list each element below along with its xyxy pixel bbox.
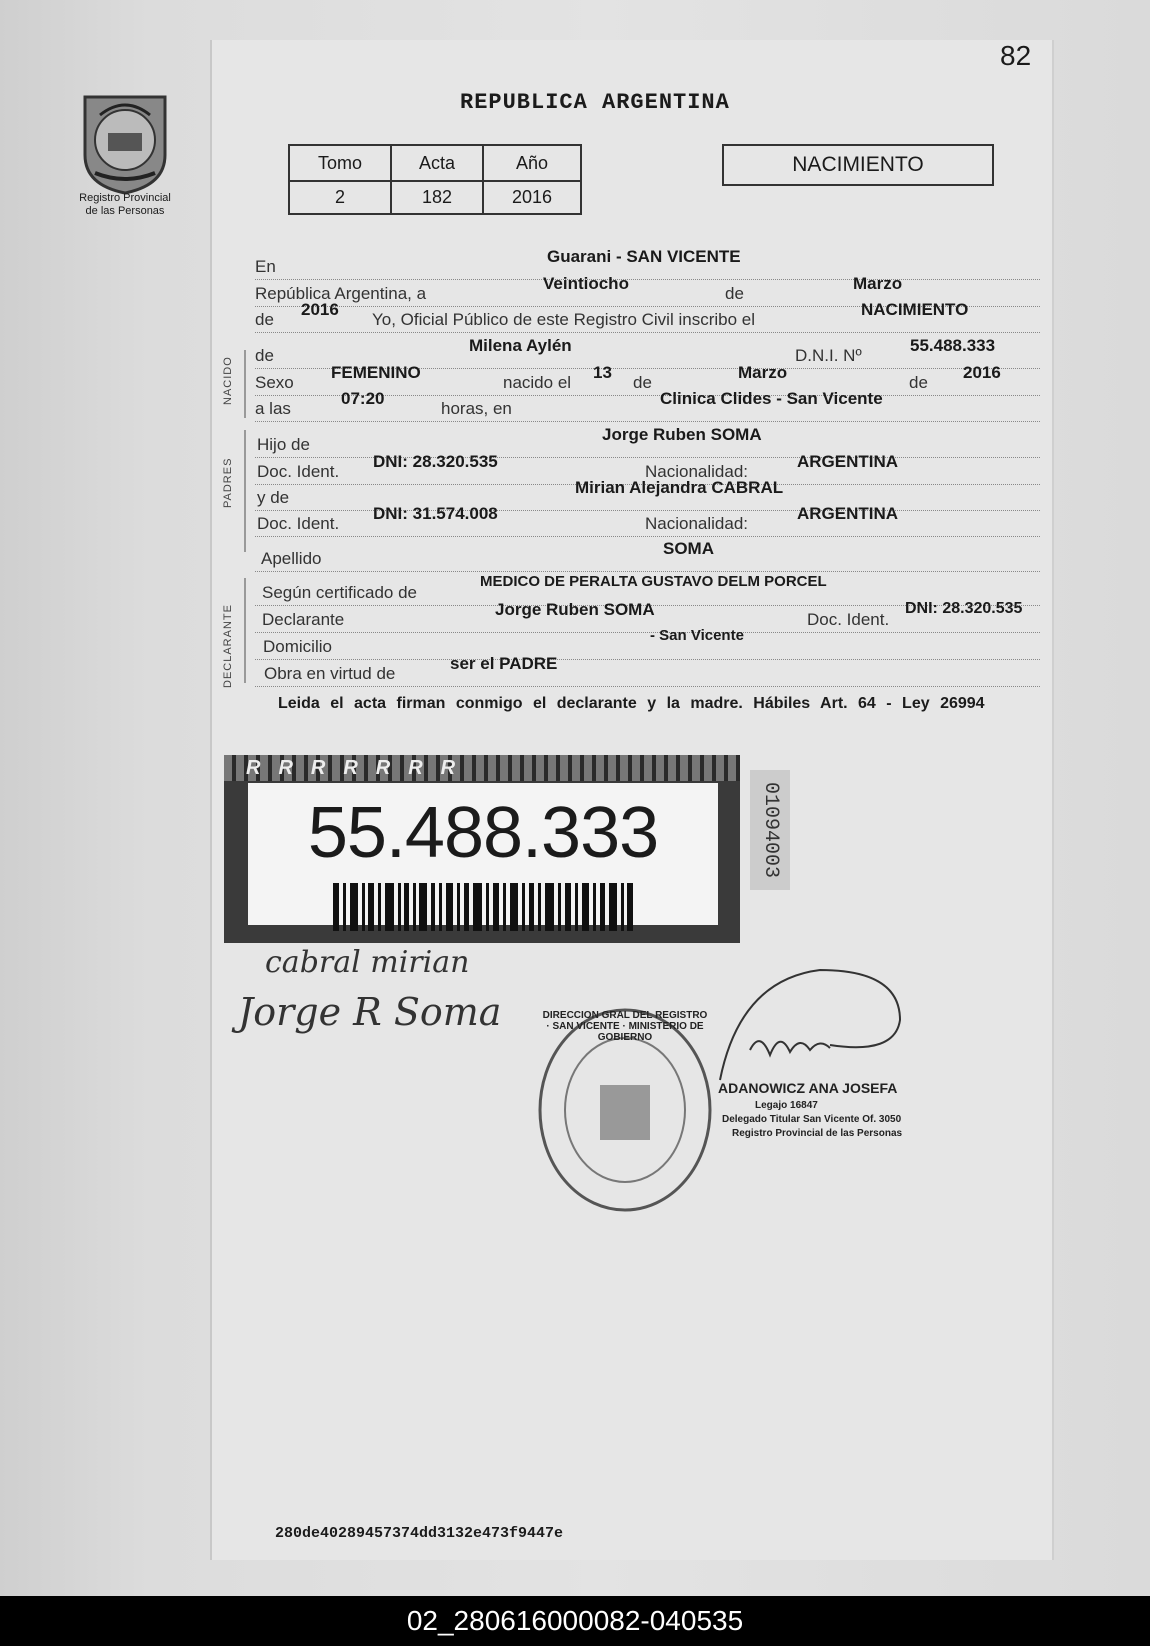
padres-divider <box>244 430 246 552</box>
value-declarante-doc: DNI: 28.320.535 <box>905 600 1023 617</box>
label-anio: de <box>255 310 274 329</box>
section-label-declarante: DECLARANTE <box>222 604 234 688</box>
label-declarante: Declarante <box>262 610 345 629</box>
section-label-nacido: NACIDO <box>222 356 234 405</box>
label-oficial: Yo, Oficial Público de este Registro Civil inscribo el <box>372 310 755 329</box>
sticker-pattern: RRRRRRR <box>224 755 740 781</box>
label-dni: D.N.I. Nº <box>795 346 862 365</box>
label-doc1: Doc. Ident. <box>257 462 340 481</box>
label-hijo: Hijo de <box>257 435 310 454</box>
value-certificado: MEDICO DE PERALTA GUSTAVO DELM PORCEL <box>480 573 827 590</box>
label-de2: de <box>255 346 274 365</box>
value-madre: Mirian Alejandra CABRAL <box>575 478 784 497</box>
label-obra: Obra en virtud de <box>264 664 396 683</box>
document-title: REPUBLICA ARGENTINA <box>460 90 730 115</box>
value-domicilio: - San Vicente <box>650 627 744 644</box>
record-type-box: NACIMIENTO <box>722 144 994 186</box>
row-apellido <box>255 539 1040 572</box>
value-inscripcion: NACIMIENTO <box>861 300 969 319</box>
dni-sticker <box>224 755 740 943</box>
label-yde: y de <box>257 488 290 507</box>
value-declarante: Jorge Ruben SOMA <box>495 600 655 619</box>
sticker-serial: 01094003 <box>750 770 790 890</box>
sticker-dni-number: 55.488.333 <box>307 793 659 873</box>
tomo-header: Tomo <box>289 145 391 181</box>
seal-ring-text: DIRECCION GRAL DEL REGISTRO · SAN VICENTE · MINISTERIO DE GOBIERNO <box>542 1010 708 1043</box>
row-declarante <box>255 600 1040 633</box>
signature-mother: cabral mirian <box>265 945 470 980</box>
label-nac2: Nacionalidad: <box>645 514 749 533</box>
value-en: Guarani - SAN VICENTE <box>547 247 741 266</box>
label-de: de <box>725 284 744 303</box>
row-anio <box>255 300 1040 333</box>
label-en: En <box>255 257 276 276</box>
section-label-padres: PADRES <box>222 457 234 508</box>
row-hora <box>255 389 1040 422</box>
value-madre-doc: DNI: 31.574.008 <box>373 504 498 523</box>
row-domicilio <box>255 627 1040 660</box>
value-hora: 07:20 <box>341 389 385 408</box>
value-apellido: SOMA <box>663 539 714 558</box>
official-signature-icon <box>710 960 910 1100</box>
value-anio: 2016 <box>301 300 339 319</box>
row-obra <box>255 654 1040 687</box>
acta-header: Acta <box>391 145 483 181</box>
value-dia: Veintiocho <box>543 274 629 293</box>
signature-declarant: Jorge R Soma <box>238 990 502 1034</box>
acta-value: 182 <box>391 181 483 214</box>
label-segun: Según certificado de <box>262 583 417 602</box>
seal-icon <box>70 85 180 195</box>
value-nombre: Milena Aylén <box>469 336 572 355</box>
anio-value: 2016 <box>483 181 581 214</box>
value-nac-dia: 13 <box>593 363 612 382</box>
value-nac-mes: Marzo <box>738 363 788 382</box>
official-org: Registro Provincial de las Personas <box>732 1128 903 1139</box>
label-apellido: Apellido <box>261 549 322 568</box>
page-number: 82 <box>1000 40 1032 71</box>
sticker-label <box>248 783 718 925</box>
label-sexo: Sexo <box>255 373 294 392</box>
anio-header: Año <box>483 145 581 181</box>
label-doc2: Doc. Ident. <box>257 514 340 533</box>
footer-id-bar: 02_280616000082-040535 <box>0 1596 1150 1646</box>
official-role: Delegado Titular San Vicente Of. 3050 <box>722 1114 902 1125</box>
document-hash: 280de40289457374dd3132e473f9447e <box>275 1525 564 1542</box>
value-padre-nac: ARGENTINA <box>797 452 899 471</box>
row-madre-doc <box>255 504 1040 537</box>
label-nacido: nacido el <box>503 373 572 392</box>
official-legajo: Legajo 16847 <box>755 1100 818 1111</box>
label-nac1: Nacionalidad: <box>645 462 749 481</box>
label-de3: de <box>633 373 652 392</box>
value-dni: 55.488.333 <box>910 336 996 355</box>
registry-table <box>288 144 582 215</box>
tomo-value: 2 <box>289 181 391 214</box>
declarante-divider <box>244 578 246 683</box>
nacido-divider <box>244 350 246 418</box>
value-mes: Marzo <box>853 274 903 293</box>
footnote: Leida el acta firman conmigo el declarante y la madre. Hábiles Art. 64 - Ley 26994 <box>278 695 985 712</box>
official-name: ADANOWICZ ANA JOSEFA <box>718 1080 898 1096</box>
label-doc3: Doc. Ident. <box>807 610 890 629</box>
logo-caption-line2: de las Personas <box>85 205 165 217</box>
row-en <box>255 247 1040 280</box>
logo-caption <box>55 192 195 218</box>
value-sexo: FEMENINO <box>331 363 421 382</box>
label-domicilio: Domicilio <box>263 637 332 656</box>
value-padre: Jorge Ruben SOMA <box>602 425 762 444</box>
label-horas: horas, en <box>441 399 512 418</box>
logo-caption-line1: Registro Provincial <box>79 192 171 204</box>
label-alas: a las <box>255 399 291 418</box>
label-republica: República Argentina, a <box>255 284 427 303</box>
value-padre-doc: DNI: 28.320.535 <box>373 452 498 471</box>
value-lugar: Clinica Clides - San Vicente <box>660 389 883 408</box>
label-de4: de <box>909 373 928 392</box>
value-madre-nac: ARGENTINA <box>797 504 899 523</box>
value-obra: ser el PADRE <box>450 654 558 673</box>
barcode-icon <box>333 883 633 931</box>
value-nac-anio: 2016 <box>963 363 1001 382</box>
